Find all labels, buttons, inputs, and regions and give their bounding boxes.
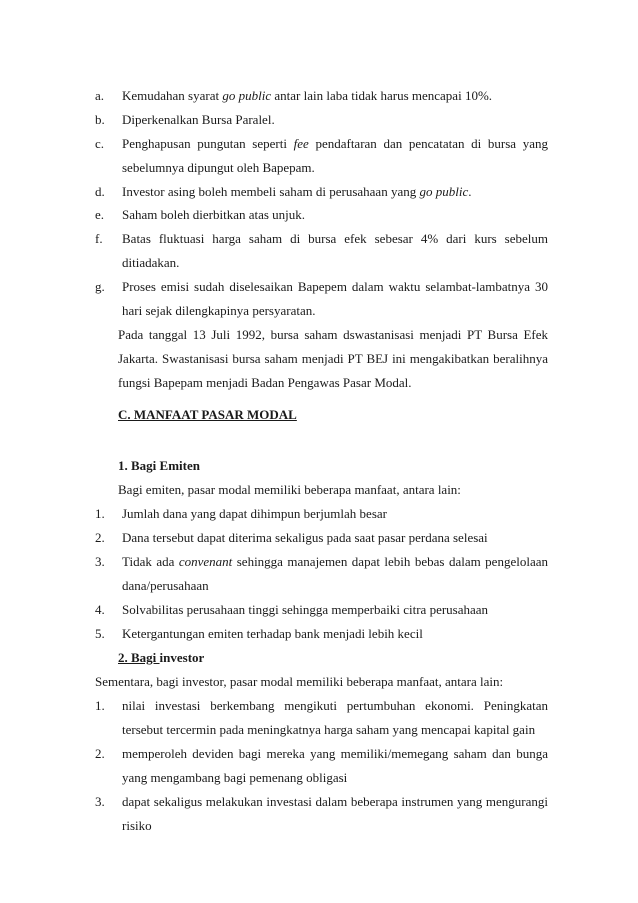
investor-item-cont: tersebut tercermin pada meningkatnya harga saham yang mencapai kapital gain — [122, 722, 536, 737]
list-marker: 4. — [95, 602, 105, 617]
subheading-emiten: 1. Bagi Emiten — [118, 458, 200, 473]
list-marker: b. — [95, 112, 105, 127]
list-item-f-cont: ditiadakan. — [122, 255, 180, 270]
list-marker: 2. — [95, 530, 105, 545]
investor-item-cont: risiko — [122, 818, 152, 833]
list-item-c: Penghapusan pungutan seperti fee pendaftaran dan pencatatan di bursa yang — [122, 136, 548, 151]
list-marker: g. — [95, 279, 105, 294]
list-marker: c. — [95, 136, 105, 151]
list-item-g: Proses emisi sudah diselesaikan Bapepem dalam waktu selambat-lambatnya 30 — [122, 279, 548, 294]
emiten-item: Tidak ada convenant sehingga manajemen dapat lebih bebas dalam pengelolaan — [122, 554, 548, 569]
list-item-e: Saham boleh dierbitkan atas unjuk. — [122, 207, 306, 222]
investor-item: memperoleh deviden bagi mereka yang memiliki/memegang saham dan bunga — [122, 746, 548, 761]
emiten-item: Ketergantungan emiten terhadap bank menjadi lebih kecil — [122, 626, 423, 641]
list-marker: 1. — [95, 506, 105, 521]
emiten-item: Solvabilitas perusahaan tinggi sehingga memperbaiki citra perusahaan — [122, 602, 489, 617]
list-item-b: Diperkenalkan Bursa Paralel. — [122, 112, 275, 127]
section-heading: C. MANFAAT PASAR MODAL — [118, 407, 297, 422]
emiten-intro: Bagi emiten, pasar modal memiliki beberapa manfaat, antara lain: — [118, 482, 461, 497]
investor-item-cont: yang mengambang bagi pemenang obligasi — [122, 770, 348, 785]
list-item-d: Investor asing boleh membeli saham di perusahaan yang go public. — [122, 184, 472, 199]
investor-intro: Sementara, bagi investor, pasar modal memiliki beberapa manfaat, antara lain: — [95, 674, 504, 689]
list-item-g-cont: hari sejak dilengkapinya persyaratan. — [122, 303, 316, 318]
list-item-f: Batas fluktuasi harga saham di bursa efek sebesar 4% dari kurs sebelum — [122, 231, 548, 246]
list-marker: d. — [95, 184, 105, 199]
list-marker: a. — [95, 88, 105, 103]
paragraph-line: fungsi Bapepam menjadi Badan Pengawas Pasar Modal. — [118, 375, 412, 390]
emiten-item-cont: dana/perusahaan — [122, 578, 209, 593]
paragraph-line: Jakarta. Swastanisasi bursa saham menjadi PT BEJ ini mengakibatkan beralihnya — [118, 351, 548, 366]
investor-item: nilai investasi berkembang mengikuti pertumbuhan ekonomi. Peningkatan — [122, 698, 548, 713]
paragraph-line: Pada tanggal 13 Juli 1992, bursa saham dswastanisasi menjadi PT Bursa Efek — [118, 327, 548, 342]
list-marker: e. — [95, 207, 105, 222]
list-item-c-cont: sebelumnya dipungut oleh Bapepam. — [122, 160, 315, 175]
list-marker: 3. — [95, 794, 105, 809]
investor-item: dapat sekaligus melakukan investasi dalam beberapa instrumen yang mengurangi — [122, 794, 548, 809]
list-marker: 3. — [95, 554, 105, 569]
list-marker: 5. — [95, 626, 105, 641]
list-marker: f. — [95, 231, 103, 246]
list-item-a: Kemudahan syarat go public antar lain laba tidak harus mencapai 10%. — [122, 88, 493, 103]
subheading-investor: 2. Bagi investor — [118, 650, 205, 665]
list-marker: 1. — [95, 698, 105, 713]
list-marker: 2. — [95, 746, 105, 761]
emiten-item: Dana tersebut dapat diterima sekaligus pada saat pasar perdana selesai — [122, 530, 488, 545]
emiten-item: Jumlah dana yang dapat dihimpun berjumlah besar — [122, 506, 387, 521]
